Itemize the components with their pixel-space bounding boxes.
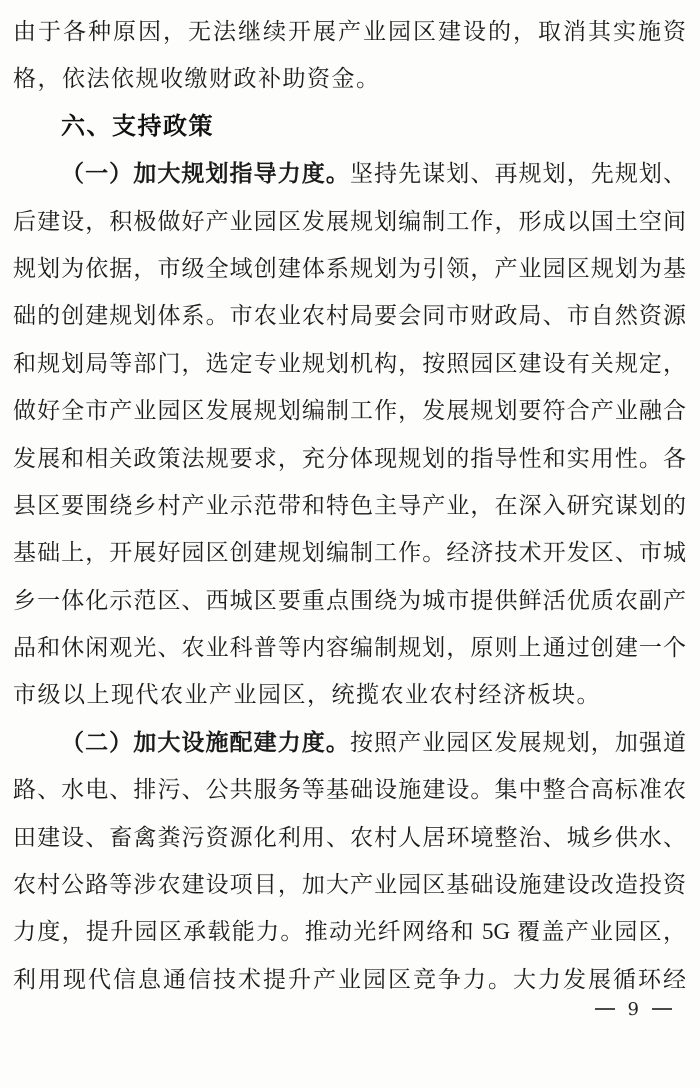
text-line: 础的创建规划体系。市农业农村局要会同市财政局、市自然资源 [13,303,686,329]
text-line: 和规划局等部门，选定专业规划机构，按照园区建设有关规定， [13,350,686,376]
text-line: 规划为依据，市级全域创建体系规划为引领，产业园区规划为基 [13,255,686,281]
text-line: 农村公路等涉农建设项目，加大产业园区基础设施建设改造投资 [13,872,686,898]
text-line: 做好全市产业园区发展规划编制工作，发展规划要符合产业融合 [13,398,686,424]
clause-text: 坚持先谋划、再规划，先规划、 [349,161,686,187]
clause-title: （二）加大设施配建力度。 [61,729,350,755]
clause-text: 按照产业园区发展规划，加强道 [349,729,686,755]
text-line: 品和休闲观光、农业科普等内容编制规划，原则上通过创建一个 [13,635,686,661]
clause-title: （一）加大规划指导力度。 [61,161,350,187]
paragraph-first-line [13,150,686,197]
text-line: 后建设，积极做好产业园区发展规划编制工作，形成以国土空间 [13,208,686,234]
text-line: 田建设、畜禽粪污资源化利用、农村人居环境整治、城乡供水、 [13,824,686,850]
text-line: 发展和相关政策法规要求，充分体现规划的指导性和实用性。各 [13,445,686,471]
text-line: 路、水电、排污、公共服务等基础设施建设。集中整合高标准农 [13,777,686,803]
text-line: 格，依法依规收缴财政补助资金。 [13,66,381,92]
text-line: 力度，提升园区承载能力。推动光纤网络和 5G 覆盖产业园区， [13,919,686,945]
page-number: 9 [627,998,639,1020]
text-line: 县区要围绕乡村产业示范带和特色主导产业，在深入研究谋划的 [13,492,686,518]
text-line: 乡一体化示范区、西城区要重点围绕为城市提供鲜活优质农副产 [13,587,686,613]
footer-dash-left [595,1008,615,1010]
page-footer [595,997,672,1021]
section-heading: 六、支持政策 [61,112,214,140]
text-line: 市级以上现代农业产业园区，统揽农业农村经济板块。 [13,682,601,708]
footer-dash-right [652,1008,672,1010]
text-line: 基础上，开展好园区创建规划编制工作。经济技术开发区、市城 [13,540,686,566]
paragraph-first-line [13,719,686,766]
text-line: 由于各种原因，无法继续开展产业园区建设的，取消其实施资 [13,19,686,44]
text-line: 利用现代信息通信技术提升产业园区竞争力。大力发展循环经 [13,966,686,992]
